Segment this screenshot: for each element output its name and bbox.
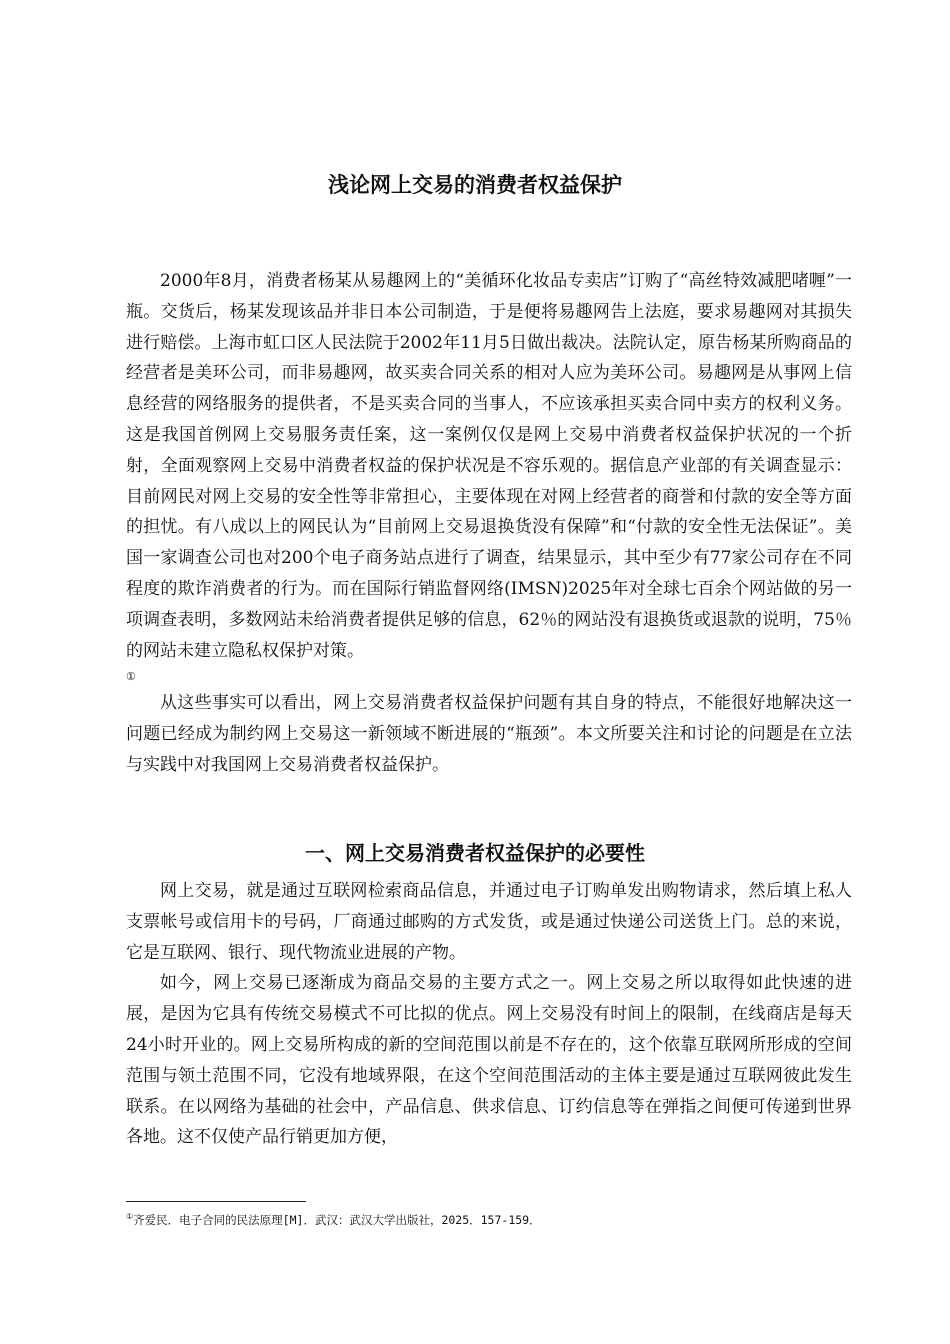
section-1-heading: 一、网上交易消费者权益保护的必要性 [305, 841, 645, 865]
footnote-reference-mark[interactable]: ① [126, 670, 136, 684]
intro-paragraph-1-text: 2000年8月，消费者杨某从易趣网上的“美循环化妆品专卖店”订购了“高丝特效减肥啫喱”一瓶。交货后，杨某发现该品并非日本公司制造，于是便将易趣网告上法庭，要求易趣网对其损失进行赔偿。上海市虹口区人民法院于2002年11月5日做出裁决。法院认定，原告杨某所购商品的经营者是美环公司，而非易趣网，故买卖合同关系的相对人应为美环公司。易趣网是从事网上信息经营的网络服务的提供者，不是买卖合同的当事人，不应该承担买卖合同中卖方的权利义务。这是我国首例网上交易服务责任案，这一案例仅仅是网上交易中消费者权益保护状况的一个折射，全面观察网上交易中消费者权益的保护状况是不容乐观的。据信息产业部的有关调查显示：目前网民对网上交易的安全性等非常担心，主要体现在对网上经营者的商誉和付款的安全等方面的担忧。有八成以上的网民认为“目前网上交易退换货没有保障”和“付款的安全性无法保证”。美国一家调查公司也对200个电子商务站点进行了调查，结果显示，其中至少有77家公司存在不同程度的欺诈消费者的行为。而在国际行销监督网络(IMSN)2025年对全球七百余个网站做的另一项调查表明，多数网站未给消费者提供足够的信息，62％的网站没有退换货或退款的说明，75％的网站未建立隐私权保护对策。 [126, 271, 852, 661]
footnote-divider [126, 1201, 306, 1202]
document-title: 浅论网上交易的消费者权益保护 [328, 173, 622, 197]
footnote-mark: ① [126, 1212, 134, 1221]
intro-paragraph-2: 从这些事实可以看出，网上交易消费者权益保护问题有其自身的特点，不能很好地解决这一问题已经成为制约网上交易这一新领域不断进展的“瓶颈”。本文所要关注和讨论的问题是在立法与实践中对我国网上交易消费者权益保护。 [126, 693, 852, 775]
footnote-text: 齐爱民．电子合同的民法原理[M]．武汉：武汉大学出版社，2025．157-159． [133, 1212, 541, 1227]
section-1-paragraph-1: 网上交易，就是通过互联网检索商品信息，并通过电子订购单发出购物请求，然后填上私人支票帐号或信用卡的号码，厂商通过邮购的方式发货，或是通过快递公司送货上门。总的来说，它是互联网、银行、现代物流业进展的产物。 [126, 881, 852, 963]
footnote [126, 1209, 852, 1228]
intro-section [126, 266, 852, 781]
section-1-body [126, 876, 852, 1153]
section-1-paragraph-2: 如今，网上交易已逐渐成为商品交易的主要方式之一。网上交易之所以取得如此快速的进展，是因为它具有传统交易模式不可比拟的优点。网上交易没有时间上的限制，在线商店是每天24小时开业的。网上交易所构成的新的空间范围以前是不存在的，这个依靠互联网所形成的空间范围与领土范围不同，它没有地域界限，在这个空间范围活动的主体主要是通过互联网彼此发生联系。在以网络为基础的社会中，产品信息、供求信息、订约信息等在弹指之间便可传递到世界各地。这不仅使产品行销更加方便， [126, 973, 852, 1148]
intro-paragraph-1 [126, 266, 852, 688]
